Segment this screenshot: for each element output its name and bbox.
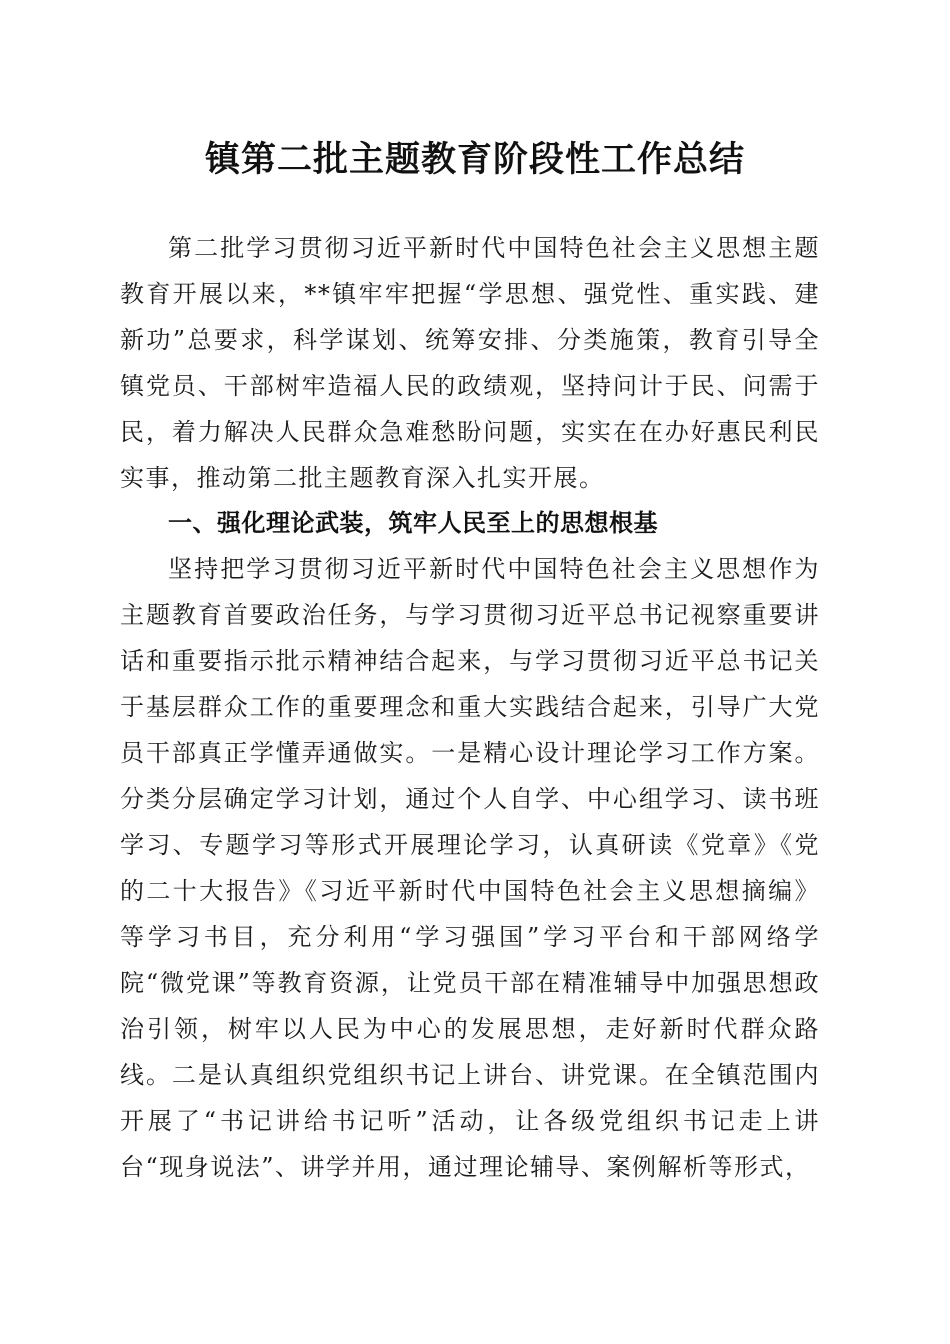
section-heading: 一、强化理论武装，筑牢人民至上的思想根基 bbox=[168, 509, 658, 537]
document-title: 镇第二批主题教育阶段性工作总结 bbox=[204, 139, 745, 180]
section-paragraph: 坚持把学习贯彻习近平新时代中国特色社会主义思想作为主题教育首要政治任务，与学习贯彻习近平总书记视察重要讲话和重要指示批示精神结合起来，与学习贯彻习近平总书记关于基层群众工作的重要理念和重大实践结合起来，引导广大党员干部真正学懂弄通做实。一是精心设计理论学习工作方案。分类分层确定学习计划，通过个人自学、中心组学习、读书班学习、专题学习等形式开展理论学习，认真研读《党章》《党的二十大报告》《习近平新时代中国特色社会主义思想摘编》等学习书目，充分利用“学习强国”学习平台和干部网络学院“微党课”等教育资源，让党员干部在精准辅导中加强思想政治引领，树牢以人民为中心的发展思想，走好新时代群众路线。二是认真组织党组织书记上讲台、讲党课。在全镇范围内开展了“书记讲给书记听”活动，让各级党组织书记走上讲台“现身说法”、讲学并用，通过理论辅导、案例解析等形式， bbox=[120, 555, 820, 1181]
intro-paragraph: 第二批学习贯彻习近平新时代中国特色社会主义思想主题教育开展以来，**镇牢牢把握“学思想、强党性、重实践、建新功”总要求，科学谋划、统筹安排、分类施策，教育引导全镇党员、干部树牢造福人民的政绩观，坚持问计于民、问需于民，着力解决人民群众急难愁盼问题，实实在在办好惠民利民实事，推动第二批主题教育深入扎实开展。 bbox=[120, 234, 820, 492]
section-block bbox=[120, 500, 820, 1190]
intro-block bbox=[120, 225, 820, 501]
